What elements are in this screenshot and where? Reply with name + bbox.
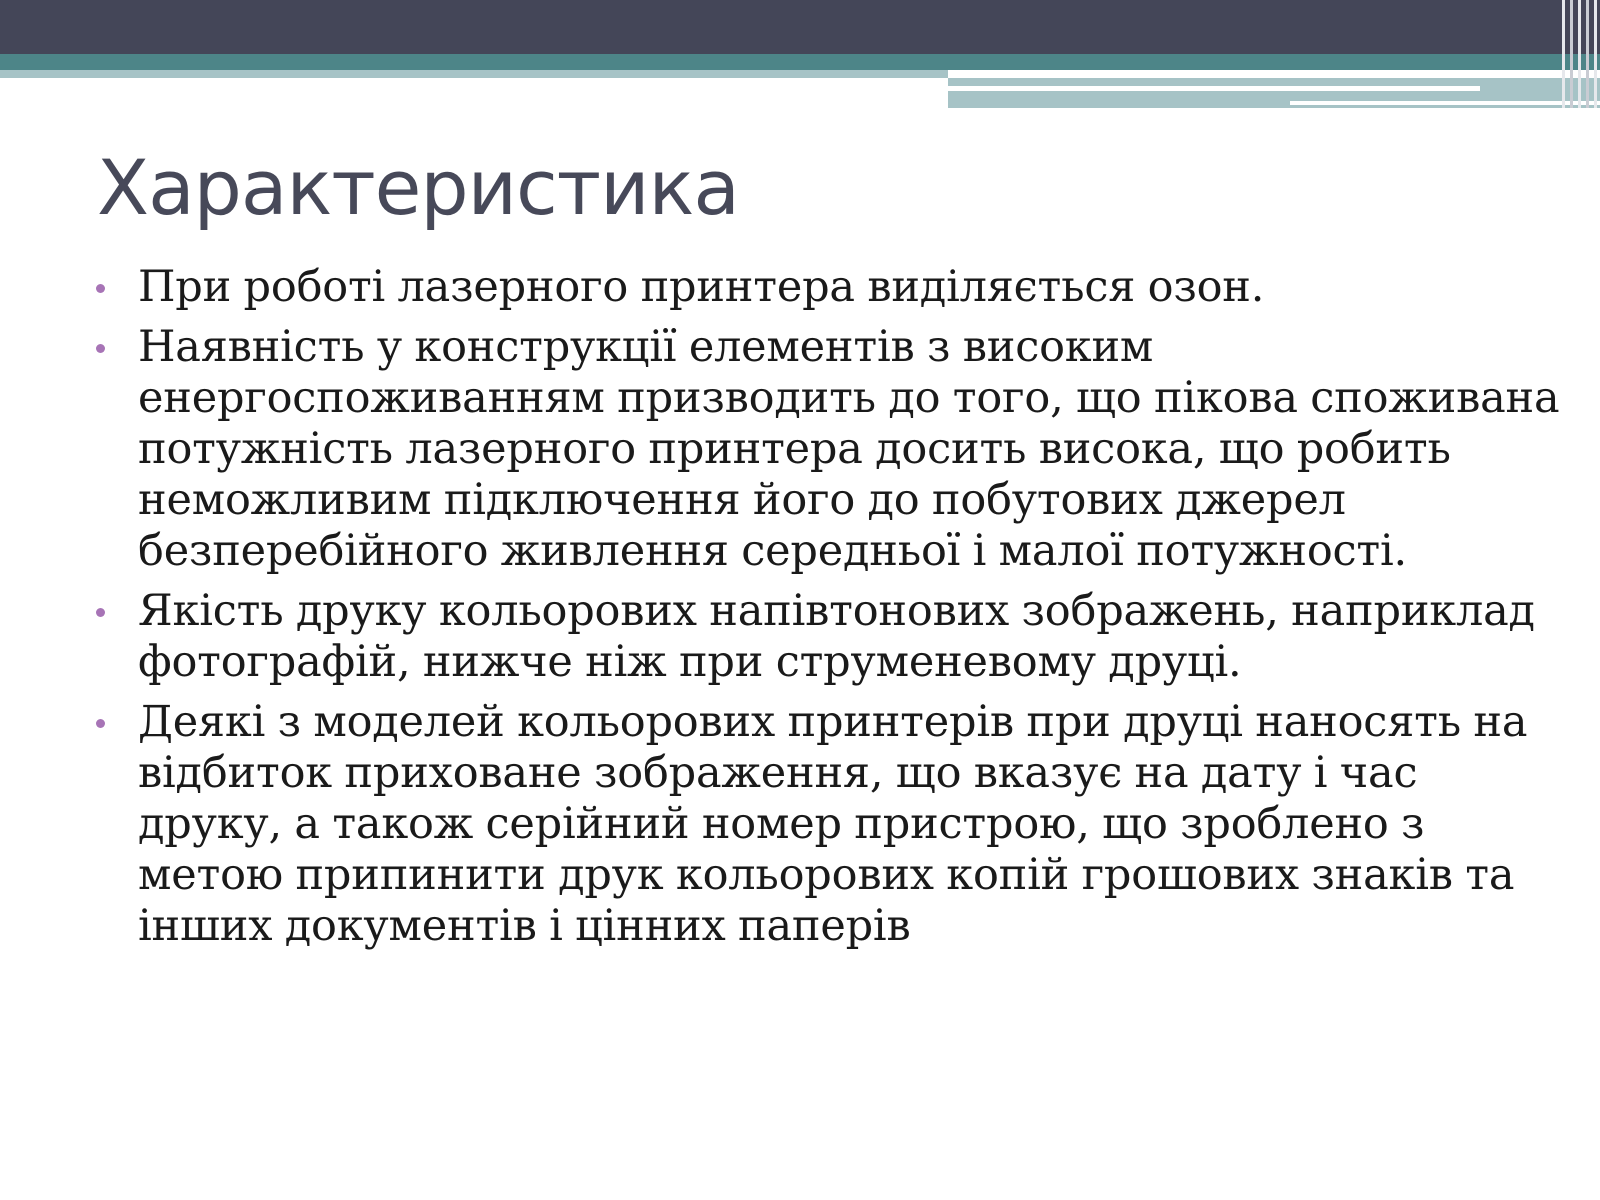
header-stripe [1578,0,1581,108]
bullet-text: Наявність у конструкції елементів з високим енергоспоживанням призводить до того, що пікова споживана потужність лазерного принтера досить висока, що робить неможливим підключення його до побутових джерел безперебійного живлення середньої і малої потужності. [138,322,1560,576]
header-stripes [1556,0,1600,108]
header-stripe [1570,0,1573,108]
bullet-item [88,586,1568,688]
header-teal-band [0,54,1600,70]
bullet-text: Деякі з моделей кольорових принтерів при друці наносять на відбиток приховане зображення, що вказує на дату і час друку, а також серійний номер пристрою, що зроблено з метою припинити друк кольорових копій грошових знаків та інших документів і цінних паперів [138,697,1528,951]
bullet-item [88,697,1568,952]
bullet-text: При роботі лазерного принтера виділяється озон. [138,262,1265,312]
bullet-list [88,262,1568,961]
bullet-item [88,322,1568,577]
header-dark-band [0,0,1600,54]
bullet-dot-icon [96,719,105,728]
bullet-text: Якість друку кольорових напівтонових зображень, наприклад фотографій, нижче ніж при струменевому друці. [138,586,1535,687]
bullet-dot-icon [96,284,105,293]
header-light-band [0,70,948,78]
header-stripe [1562,0,1565,108]
header-stripe [1586,0,1589,108]
bullet-dot-icon [96,608,105,617]
header-stripe [1594,0,1597,108]
header-divider-line [948,86,1480,91]
bullet-item [88,262,1568,313]
header-divider-line-short [1290,101,1600,105]
slide-title: Характеристика [97,143,739,232]
bullet-dot-icon [96,344,105,353]
